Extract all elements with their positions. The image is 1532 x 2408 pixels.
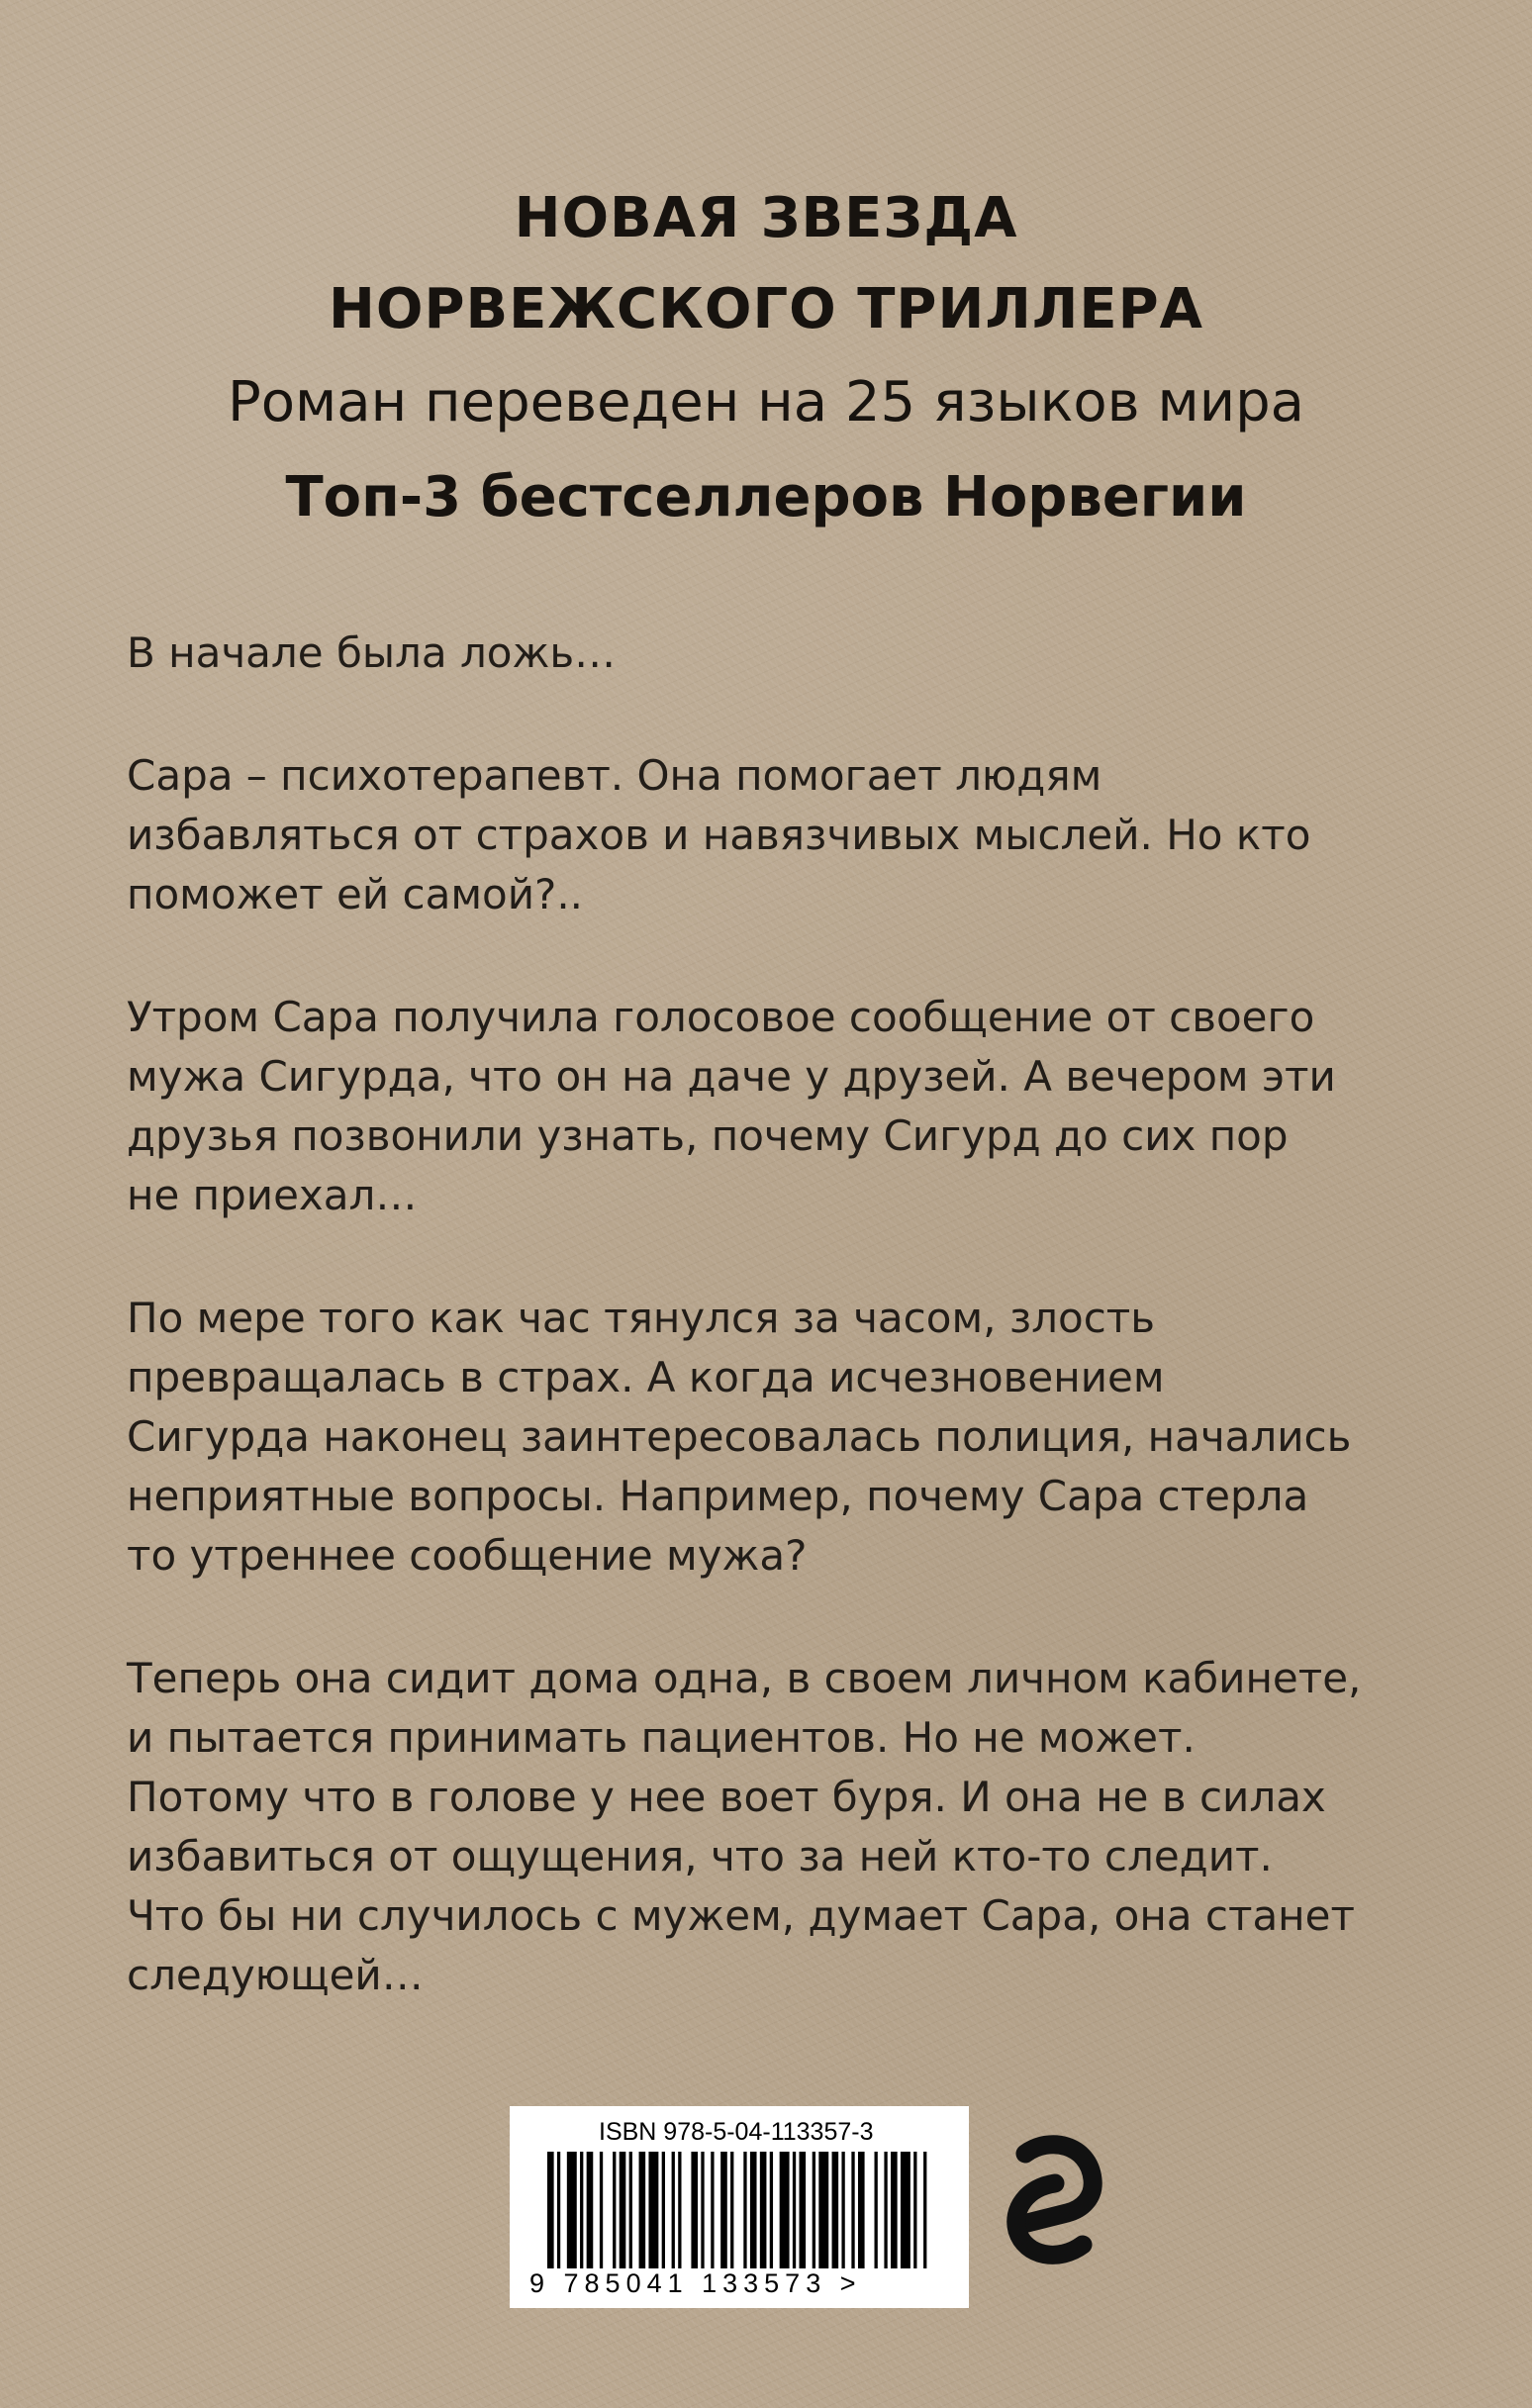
- isbn-barcode: [510, 2106, 969, 2308]
- blurb-text: [127, 624, 1453, 2069]
- promo-translated: Роман переведен на 25 языков мира: [228, 370, 1304, 434]
- barcode-bars: [547, 2152, 933, 2268]
- isbn-label: ISBN 978-5-04-113357-3: [599, 2118, 874, 2146]
- headline-block: [0, 173, 1532, 545]
- eksmo-logo-icon: [998, 2118, 1106, 2276]
- promo-bestseller: Топ-3 бестселлеров Норвегии: [285, 465, 1247, 530]
- tagline-line-1: НОВАЯ ЗВЕЗДА: [514, 186, 1018, 250]
- tagline-line-2: НОРВЕЖСКОГО ТРИЛЛЕРА: [328, 277, 1204, 341]
- blurb-paragraph-2: Сара – психотерапевт. Она помогает людям избавляться от страхов и навязчивых мыслей. Но кто поможет ей самой?..: [127, 751, 1311, 918]
- blurb-paragraph-4: По мере того как час тянулся за часом, злость превращалась в страх. А когда исчезновением Сигурда наконец заинтересовалась полиция, начались неприятные вопросы. Например, почему Сара стерла то утреннее сообщение мужа?: [127, 1294, 1352, 1580]
- blurb-paragraph-5: Теперь она сидит дома одна, в своем личном кабинете, и пытается принимать пациентов. Но не может. Потому что в голове у нее воет буря. И она не в силах избавиться от ощущения, что за ней кто-то следит. Что бы ни случилось с мужем, думает Сара, она станет следующей…: [127, 1654, 1362, 1999]
- blurb-paragraph-3: Утром Сара получила голосовое сообщение от своего мужа Сигурда, что он на даче у друзей. А вечером эти друзья позвонили узнать, почему Сигурд до сих пор не приехал…: [127, 993, 1336, 1219]
- blurb-paragraph-1: В начале была ложь…: [127, 628, 617, 677]
- barcode-digits: 9 785041 133573 >: [529, 2268, 862, 2298]
